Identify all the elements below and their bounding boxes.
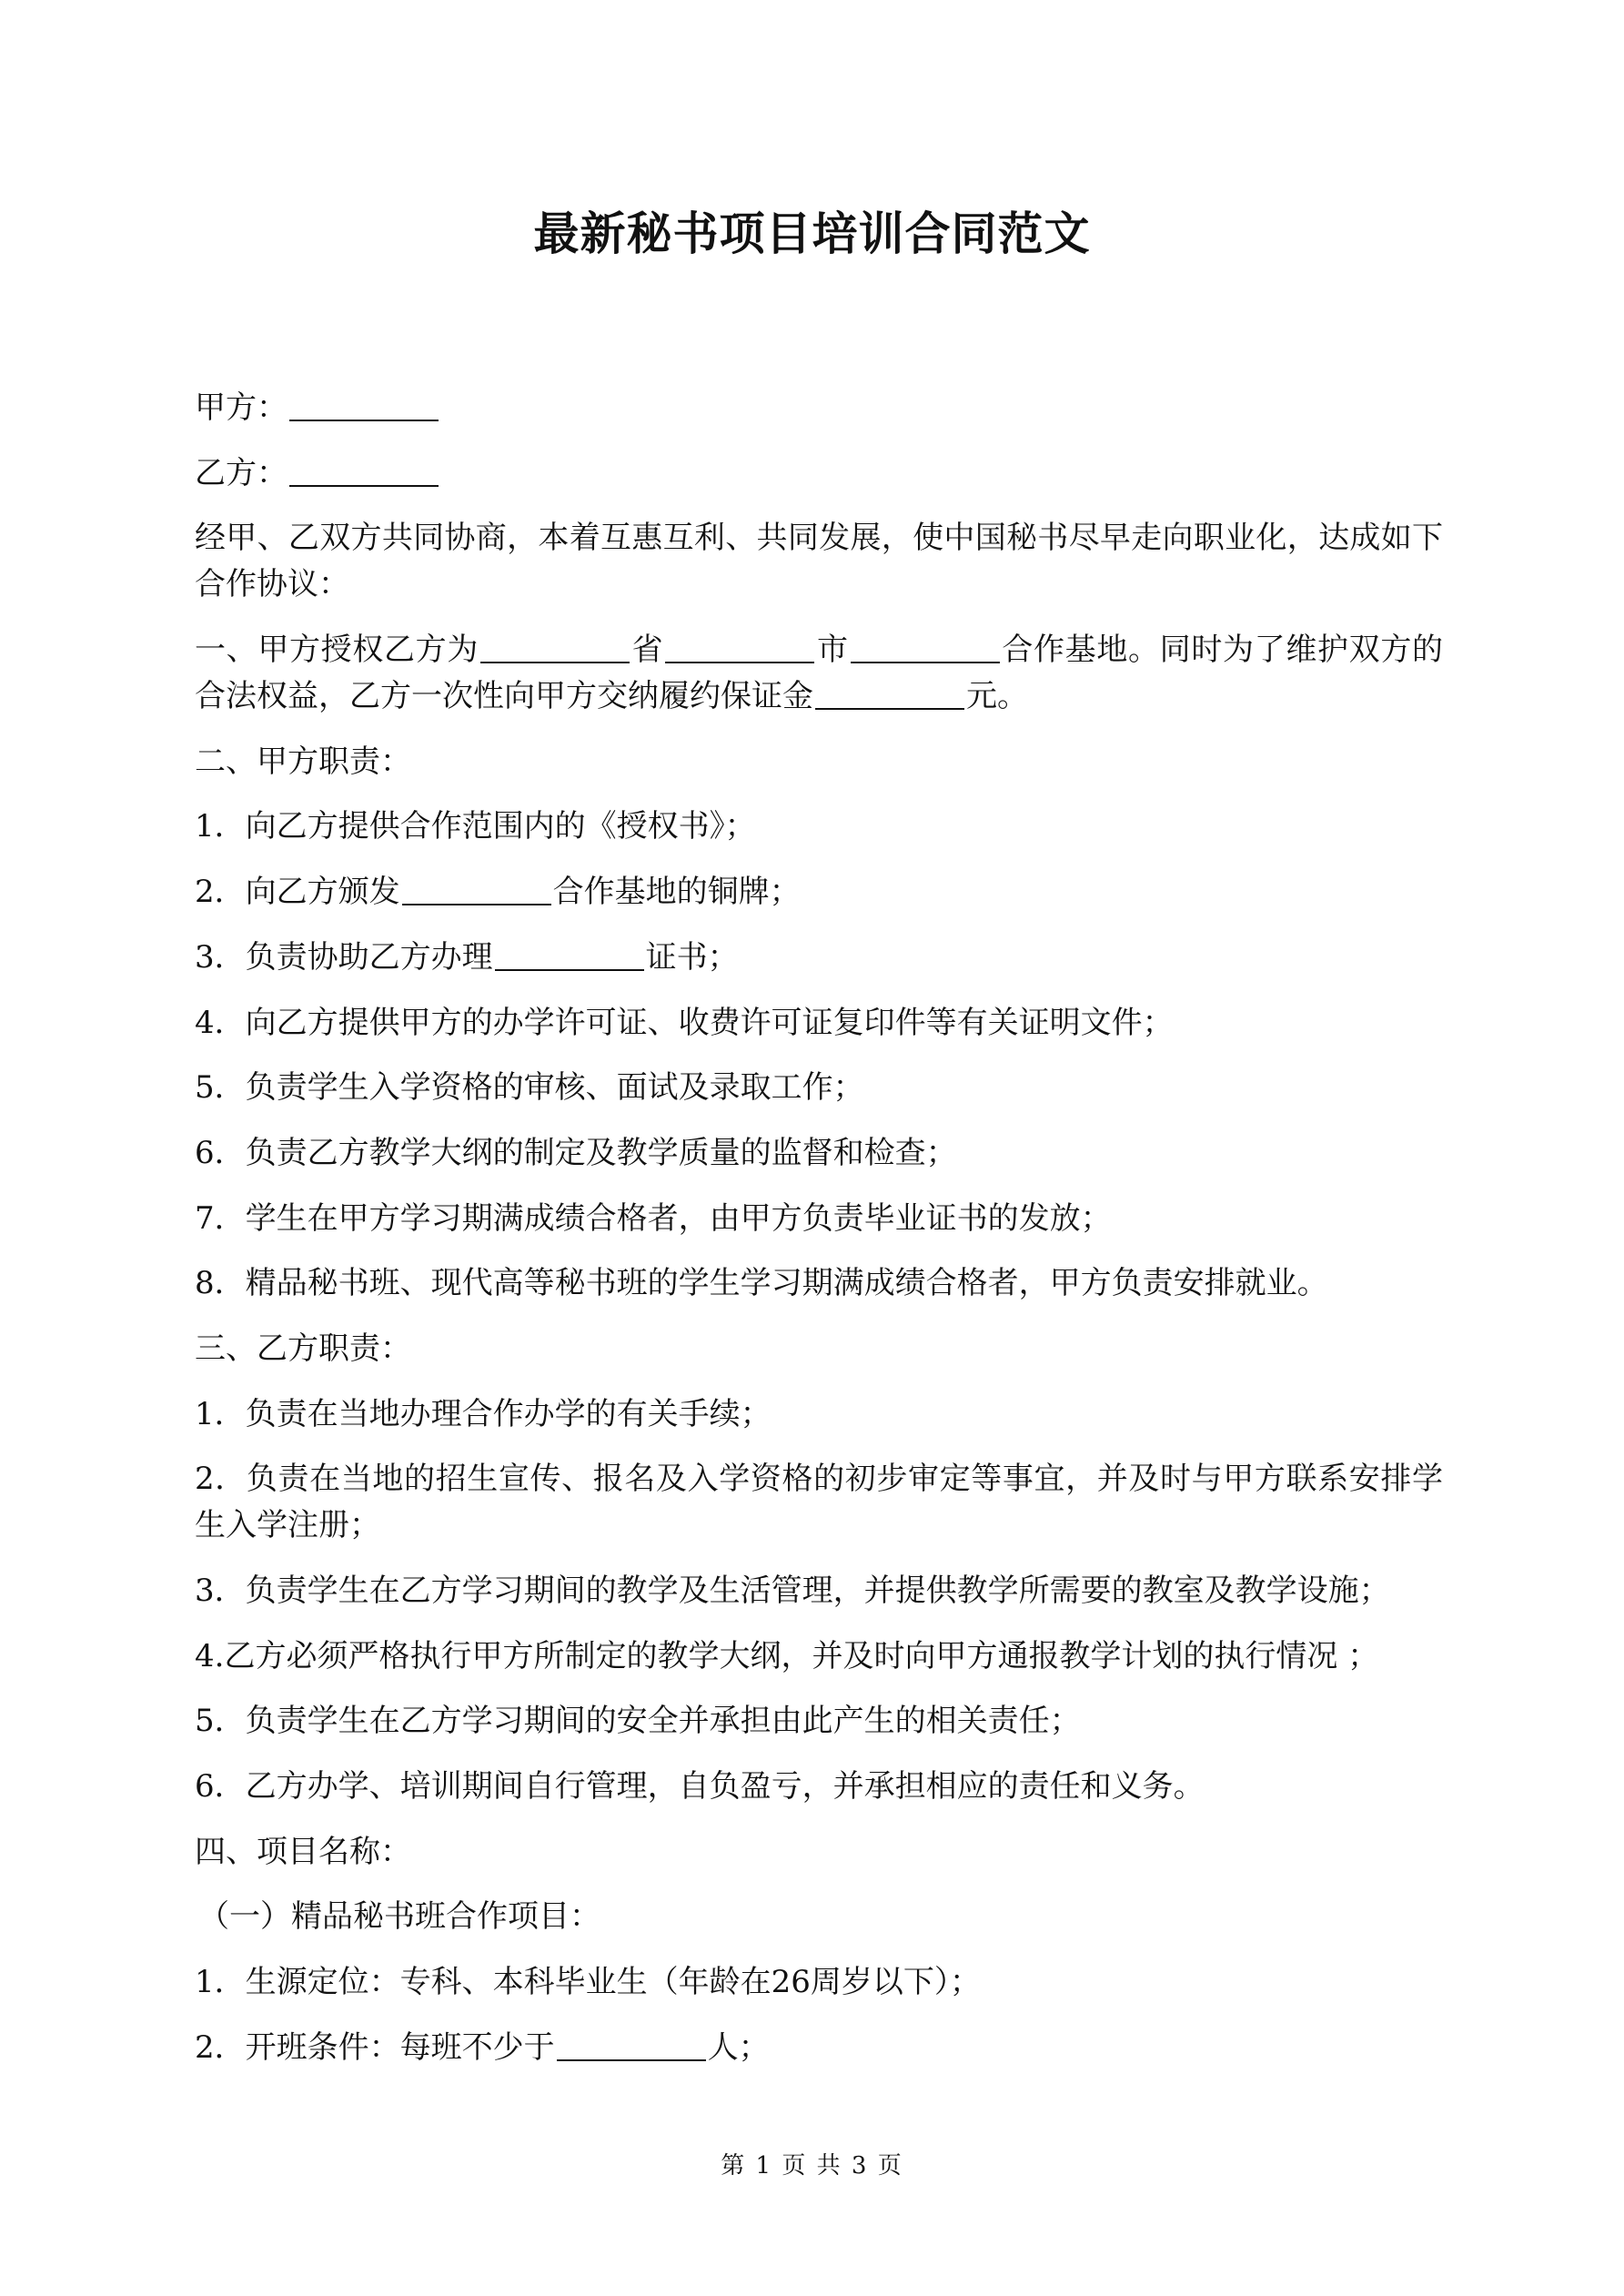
base-blank: [851, 631, 1000, 663]
intro-paragraph: 经甲、乙双方共同协商，本着互惠互利、共同发展，使中国秘书尽早走向职业化，达成如下合作协议：: [195, 520, 1443, 603]
document-title: 最新秘书项目培训合同范文: [533, 207, 1091, 260]
section-2-item-7: 7．学生在甲方学习期满成绩合格者，由甲方负责毕业证书的发放；: [195, 1199, 1112, 1237]
section-4-item-2: [195, 2025, 1443, 2071]
section-2-item-5: 5．负责学生入学资格的审核、面试及录取工作；: [195, 1069, 864, 1107]
party-b-blank: [289, 454, 439, 487]
section-4-item-2-pre: 2．开班条件：每班不少于: [195, 2028, 555, 2066]
city-blank: [665, 631, 814, 663]
section-4-item-1: 1．生源定位：专科、本科毕业生（年龄在26周岁以下）；: [195, 1964, 981, 2001]
section-3-item-4: 4.乙方必须严格执行甲方所制定的教学大纲，并及时向甲方通报教学计划的执行情况 ；: [195, 1637, 1379, 1674]
section-4-subheading-1: （一）精品秘书班合作项目：: [198, 1898, 600, 1936]
clause-1-part-1: 一、甲方授权乙方为: [195, 632, 479, 669]
party-a-line: [195, 385, 1443, 431]
section-3-heading: 三、乙方职责：: [195, 1330, 411, 1367]
party-a-blank: [289, 389, 439, 421]
clause-1-part-4: 合作基地。同时为了维护双方的合法权益，乙方一次性向甲方交纳履约保证金: [195, 632, 1444, 715]
section-3-item-3: 3．负责学生在乙方学习期间的教学及生活管理，并提供教学所需要的教室及教学设施；: [195, 1573, 1390, 1609]
page-footer: 第 1 页 共 3 页: [721, 2152, 903, 2180]
section-4-heading: 四、项目名称：: [195, 1833, 411, 1870]
certificate-blank: [495, 938, 644, 971]
party-b-line: [195, 450, 1443, 497]
section-3-item-1: 1．负责在当地办理合作办学的有关手续；: [195, 1395, 772, 1432]
section-3-item-6: 6．乙方办学、培训期间自行管理，自负盈亏，并承担相应的责任和义务。: [195, 1768, 1205, 1805]
section-2-item-3: [195, 935, 1443, 981]
plaque-blank: [402, 873, 551, 905]
section-2-item-3-pre: 3．负责协助乙方办理: [195, 938, 493, 976]
section-2-item-3-post: 证书；: [645, 938, 739, 976]
province-blank: [480, 631, 630, 663]
section-3-item-5: 5．负责学生在乙方学习期间的安全并承担由此产生的相关责任；: [195, 1703, 1081, 1740]
section-2-item-2: [195, 869, 1443, 915]
section-2-item-2-post: 合作基地的铜牌；: [552, 874, 801, 911]
class-size-blank: [557, 2028, 706, 2061]
section-2-item-1: 1．向乙方提供合作范围内的《授权书》；: [195, 808, 756, 845]
section-2-item-6: 6．负责乙方教学大纲的制定及教学质量的监督和检查；: [195, 1134, 957, 1171]
section-4-item-2-post: 人；: [707, 2028, 770, 2066]
clause-1-part-3: 市: [816, 632, 849, 669]
party-b-label: 乙方：: [195, 454, 287, 491]
section-2-item-8: 8．精品秘书班、现代高等秘书班的学生学习期满成绩合格者，甲方负责安排就业。: [195, 1265, 1328, 1302]
clause-1-part-5: 元。: [966, 678, 1028, 715]
section-3-item-2: 2．负责在当地的招生宣传、报名及入学资格的初步审定等事宜，并及时与甲方联系安排学生入学注册；: [195, 1461, 1443, 1544]
document-body: [195, 385, 1443, 2090]
section-2-item-4: 4．向乙方提供甲方的办学许可证、收费许可证复印件等有关证明文件；: [195, 1004, 1174, 1041]
deposit-blank: [815, 677, 964, 710]
clause-1-paragraph: [195, 627, 1443, 720]
section-2-item-2-pre: 2．向乙方颁发: [195, 874, 400, 911]
party-a-label: 甲方：: [195, 389, 287, 426]
section-2-heading: 二、甲方职责：: [195, 743, 411, 780]
clause-1-part-2: 省: [631, 632, 664, 669]
